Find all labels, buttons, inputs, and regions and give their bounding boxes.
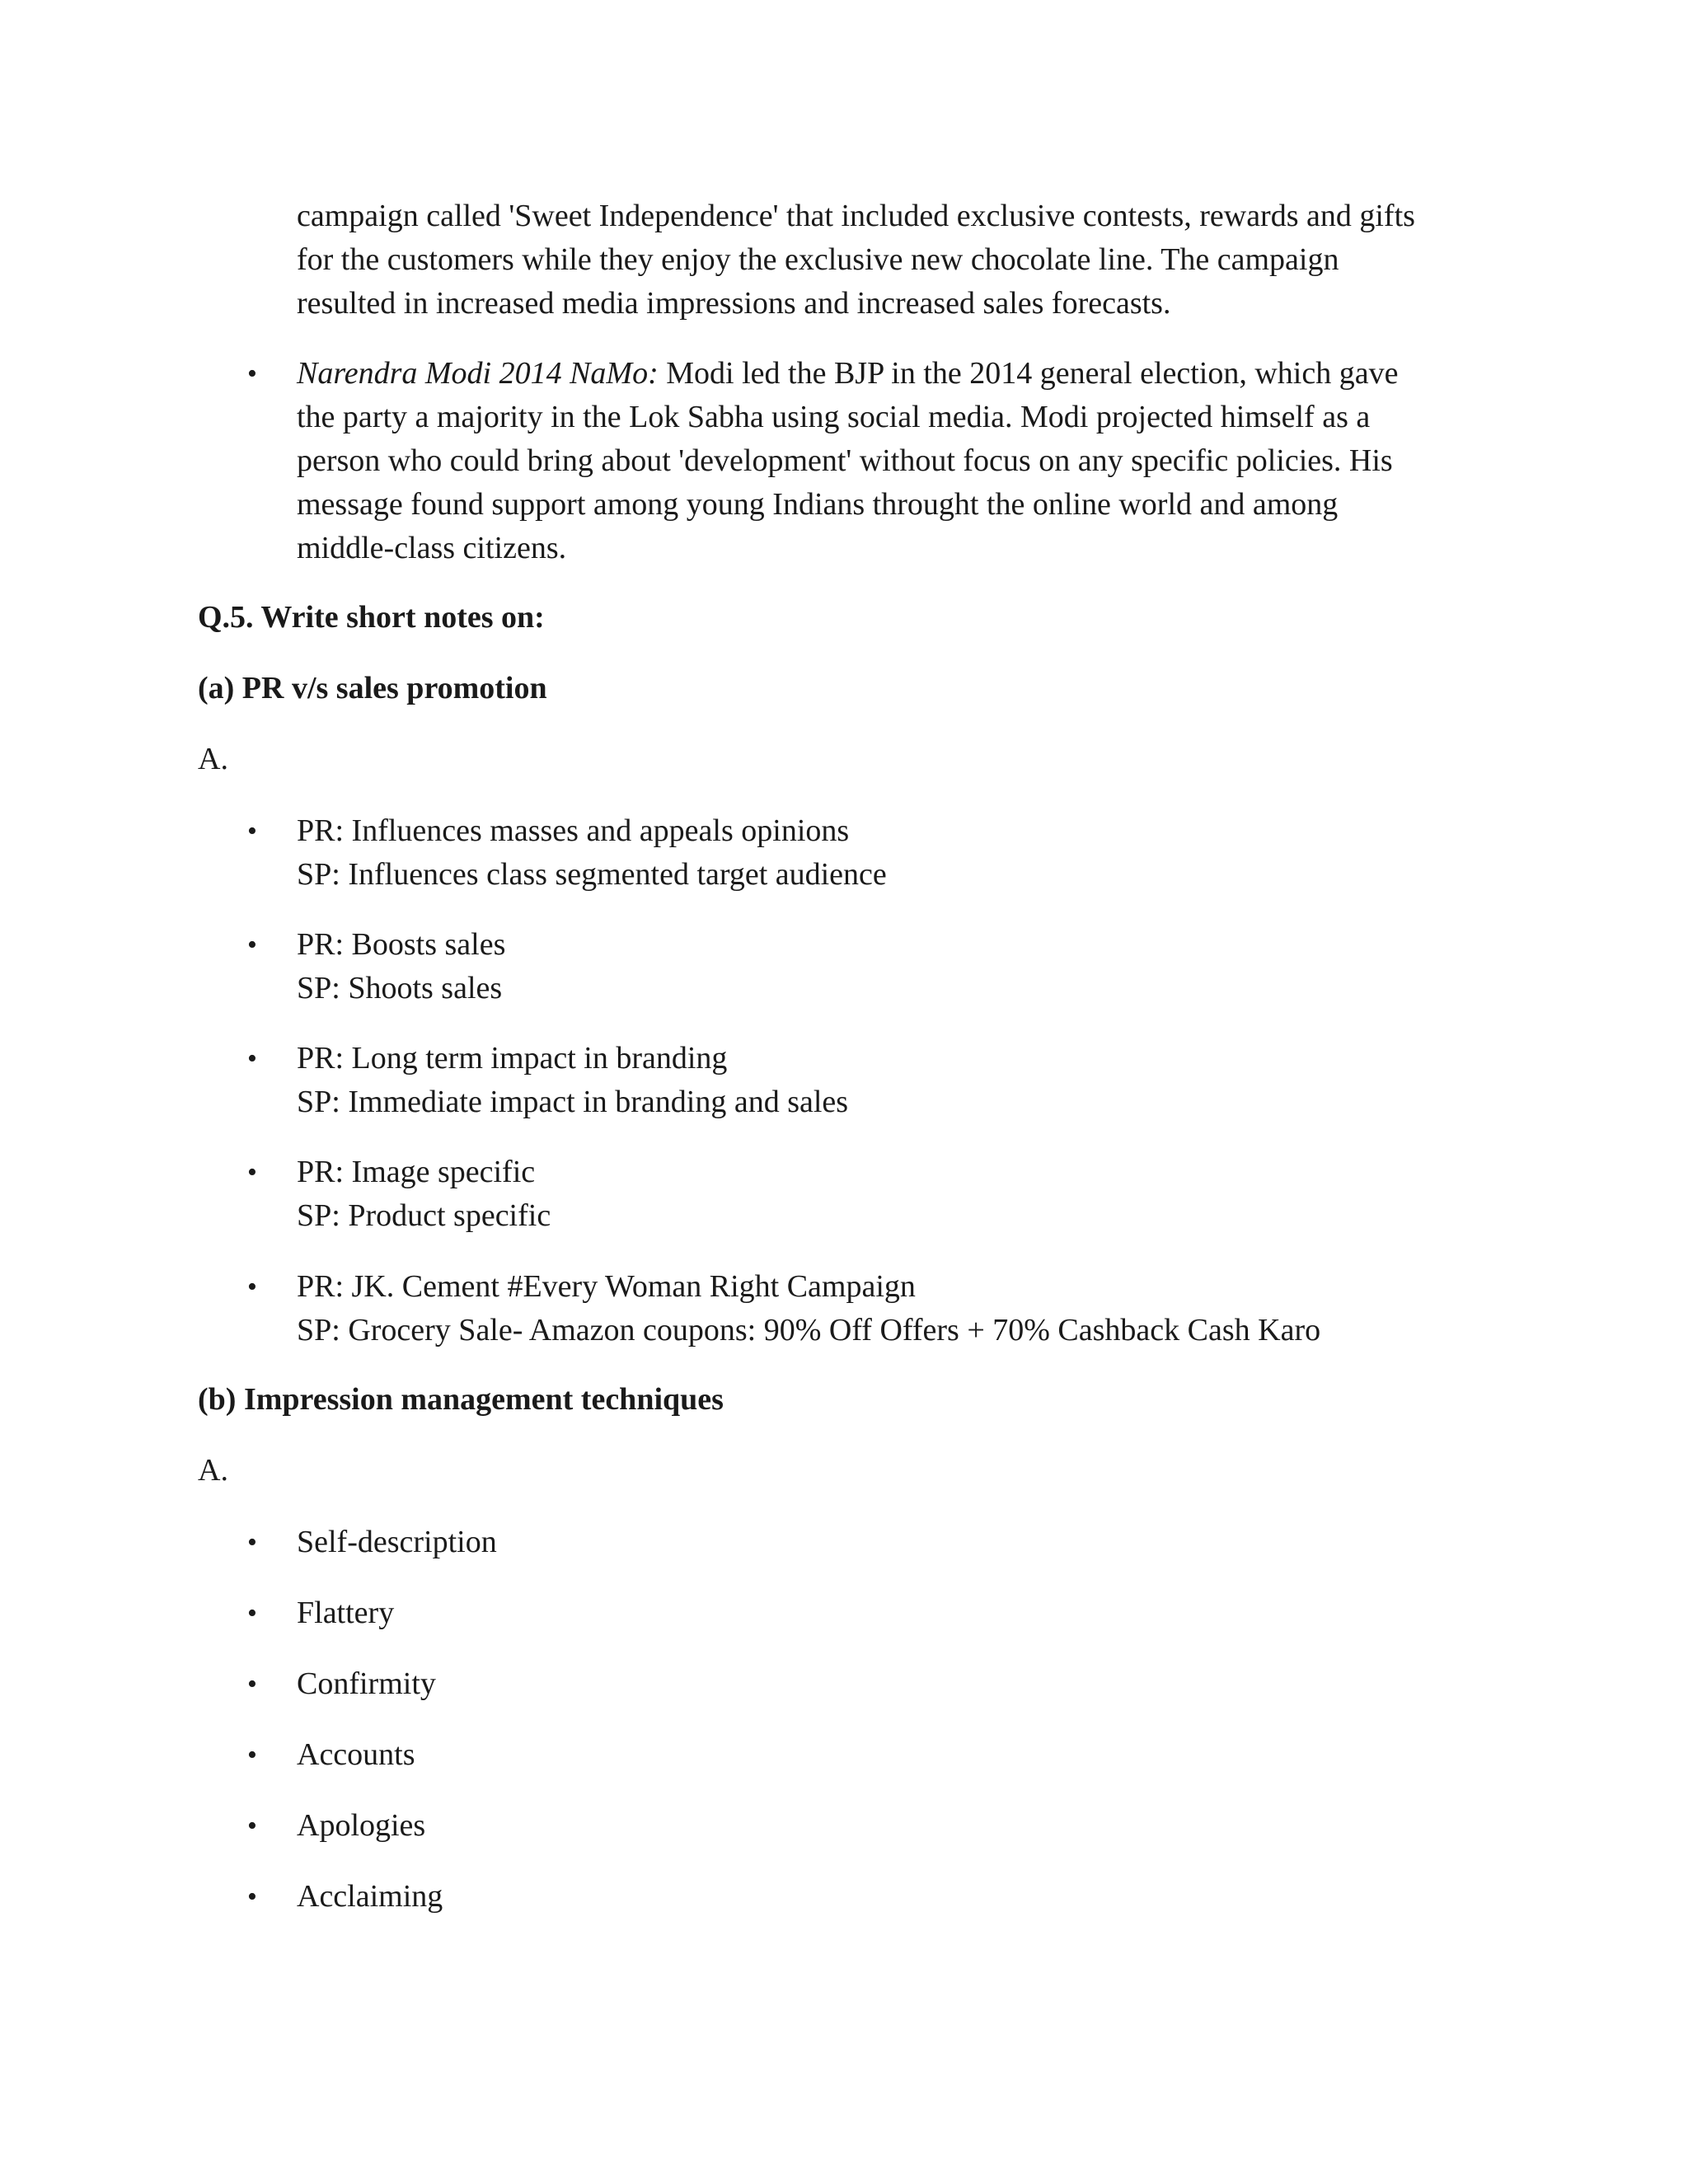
bullet-icon: • [247, 1157, 257, 1188]
technique-text: Flattery [297, 1596, 395, 1630]
bullet-icon: • [247, 1598, 257, 1629]
intro-line-2: for the customers while they enjoy the exclusive new chocolate line. The campaign [297, 242, 1339, 277]
pr-text: PR: Long term impact in branding [297, 1041, 728, 1076]
technique-text: Accounts [297, 1737, 415, 1772]
technique-text: Acclaiming [297, 1879, 443, 1914]
bullet-icon: • [247, 1669, 257, 1699]
part-b-answer-label: A. [198, 1453, 228, 1488]
sp-text: SP: Immediate impact in branding and sales [297, 1085, 849, 1119]
modi-line-3: person who could bring about 'development' without focus on any specific policies. His [297, 443, 1393, 478]
intro-line-3: resulted in increased media impressions and increased sales forecasts. [297, 286, 1171, 321]
pr-text: PR: JK. Cement #Every Woman Right Campaign [297, 1269, 916, 1304]
modi-line-4: message found support among young Indians throught the online world and among [297, 487, 1339, 522]
sp-text: SP: Product specific [297, 1198, 551, 1233]
technique-text: Apologies [297, 1808, 426, 1843]
bullet-icon: • [247, 930, 257, 960]
bullet-icon: • [247, 1811, 257, 1841]
pr-text: PR: Influences masses and appeals opinions [297, 813, 850, 848]
sp-text: SP: Grocery Sale- Amazon coupons: 90% Off Offers + 70% Cashback Cash Karo [297, 1313, 1321, 1347]
modi-line-2: the party a majority in the Lok Sabha using social media. Modi projected himself as a [297, 400, 1371, 434]
intro-paragraph [297, 194, 1484, 326]
bullet-icon: • [247, 816, 257, 846]
technique-text: Self-description [297, 1525, 497, 1559]
bullet-icon: • [247, 1272, 257, 1302]
sp-text: SP: Shoots sales [297, 971, 503, 1005]
bullet-icon: • [247, 1740, 257, 1770]
part-b-heading: (b) Impression management techniques [198, 1382, 724, 1417]
q5-heading: Q.5. Write short notes on: [198, 600, 545, 635]
modi-line-1: Modi led the BJP in the 2014 general election, which gave [658, 356, 1399, 391]
modi-text [297, 352, 1484, 570]
bullet-icon: • [247, 1527, 257, 1558]
pr-text: PR: Boosts sales [297, 927, 506, 962]
part-a-heading: (a) PR v/s sales promotion [198, 671, 547, 705]
part-a-answer-label: A. [198, 742, 228, 776]
bullet-icon: • [247, 1882, 257, 1912]
pr-text: PR: Image specific [297, 1155, 536, 1189]
sp-text: SP: Influences class segmented target audience [297, 857, 887, 892]
technique-text: Confirmity [297, 1666, 436, 1701]
modi-line-5: middle-class citizens. [297, 531, 567, 565]
intro-line-1: campaign called 'Sweet Independence' that included exclusive contests, rewards and gifts [297, 199, 1415, 233]
modi-italic-title: Narendra Modi 2014 NaMo: [297, 356, 659, 391]
bullet-icon: • [247, 359, 257, 389]
bullet-icon: • [247, 1043, 257, 1074]
